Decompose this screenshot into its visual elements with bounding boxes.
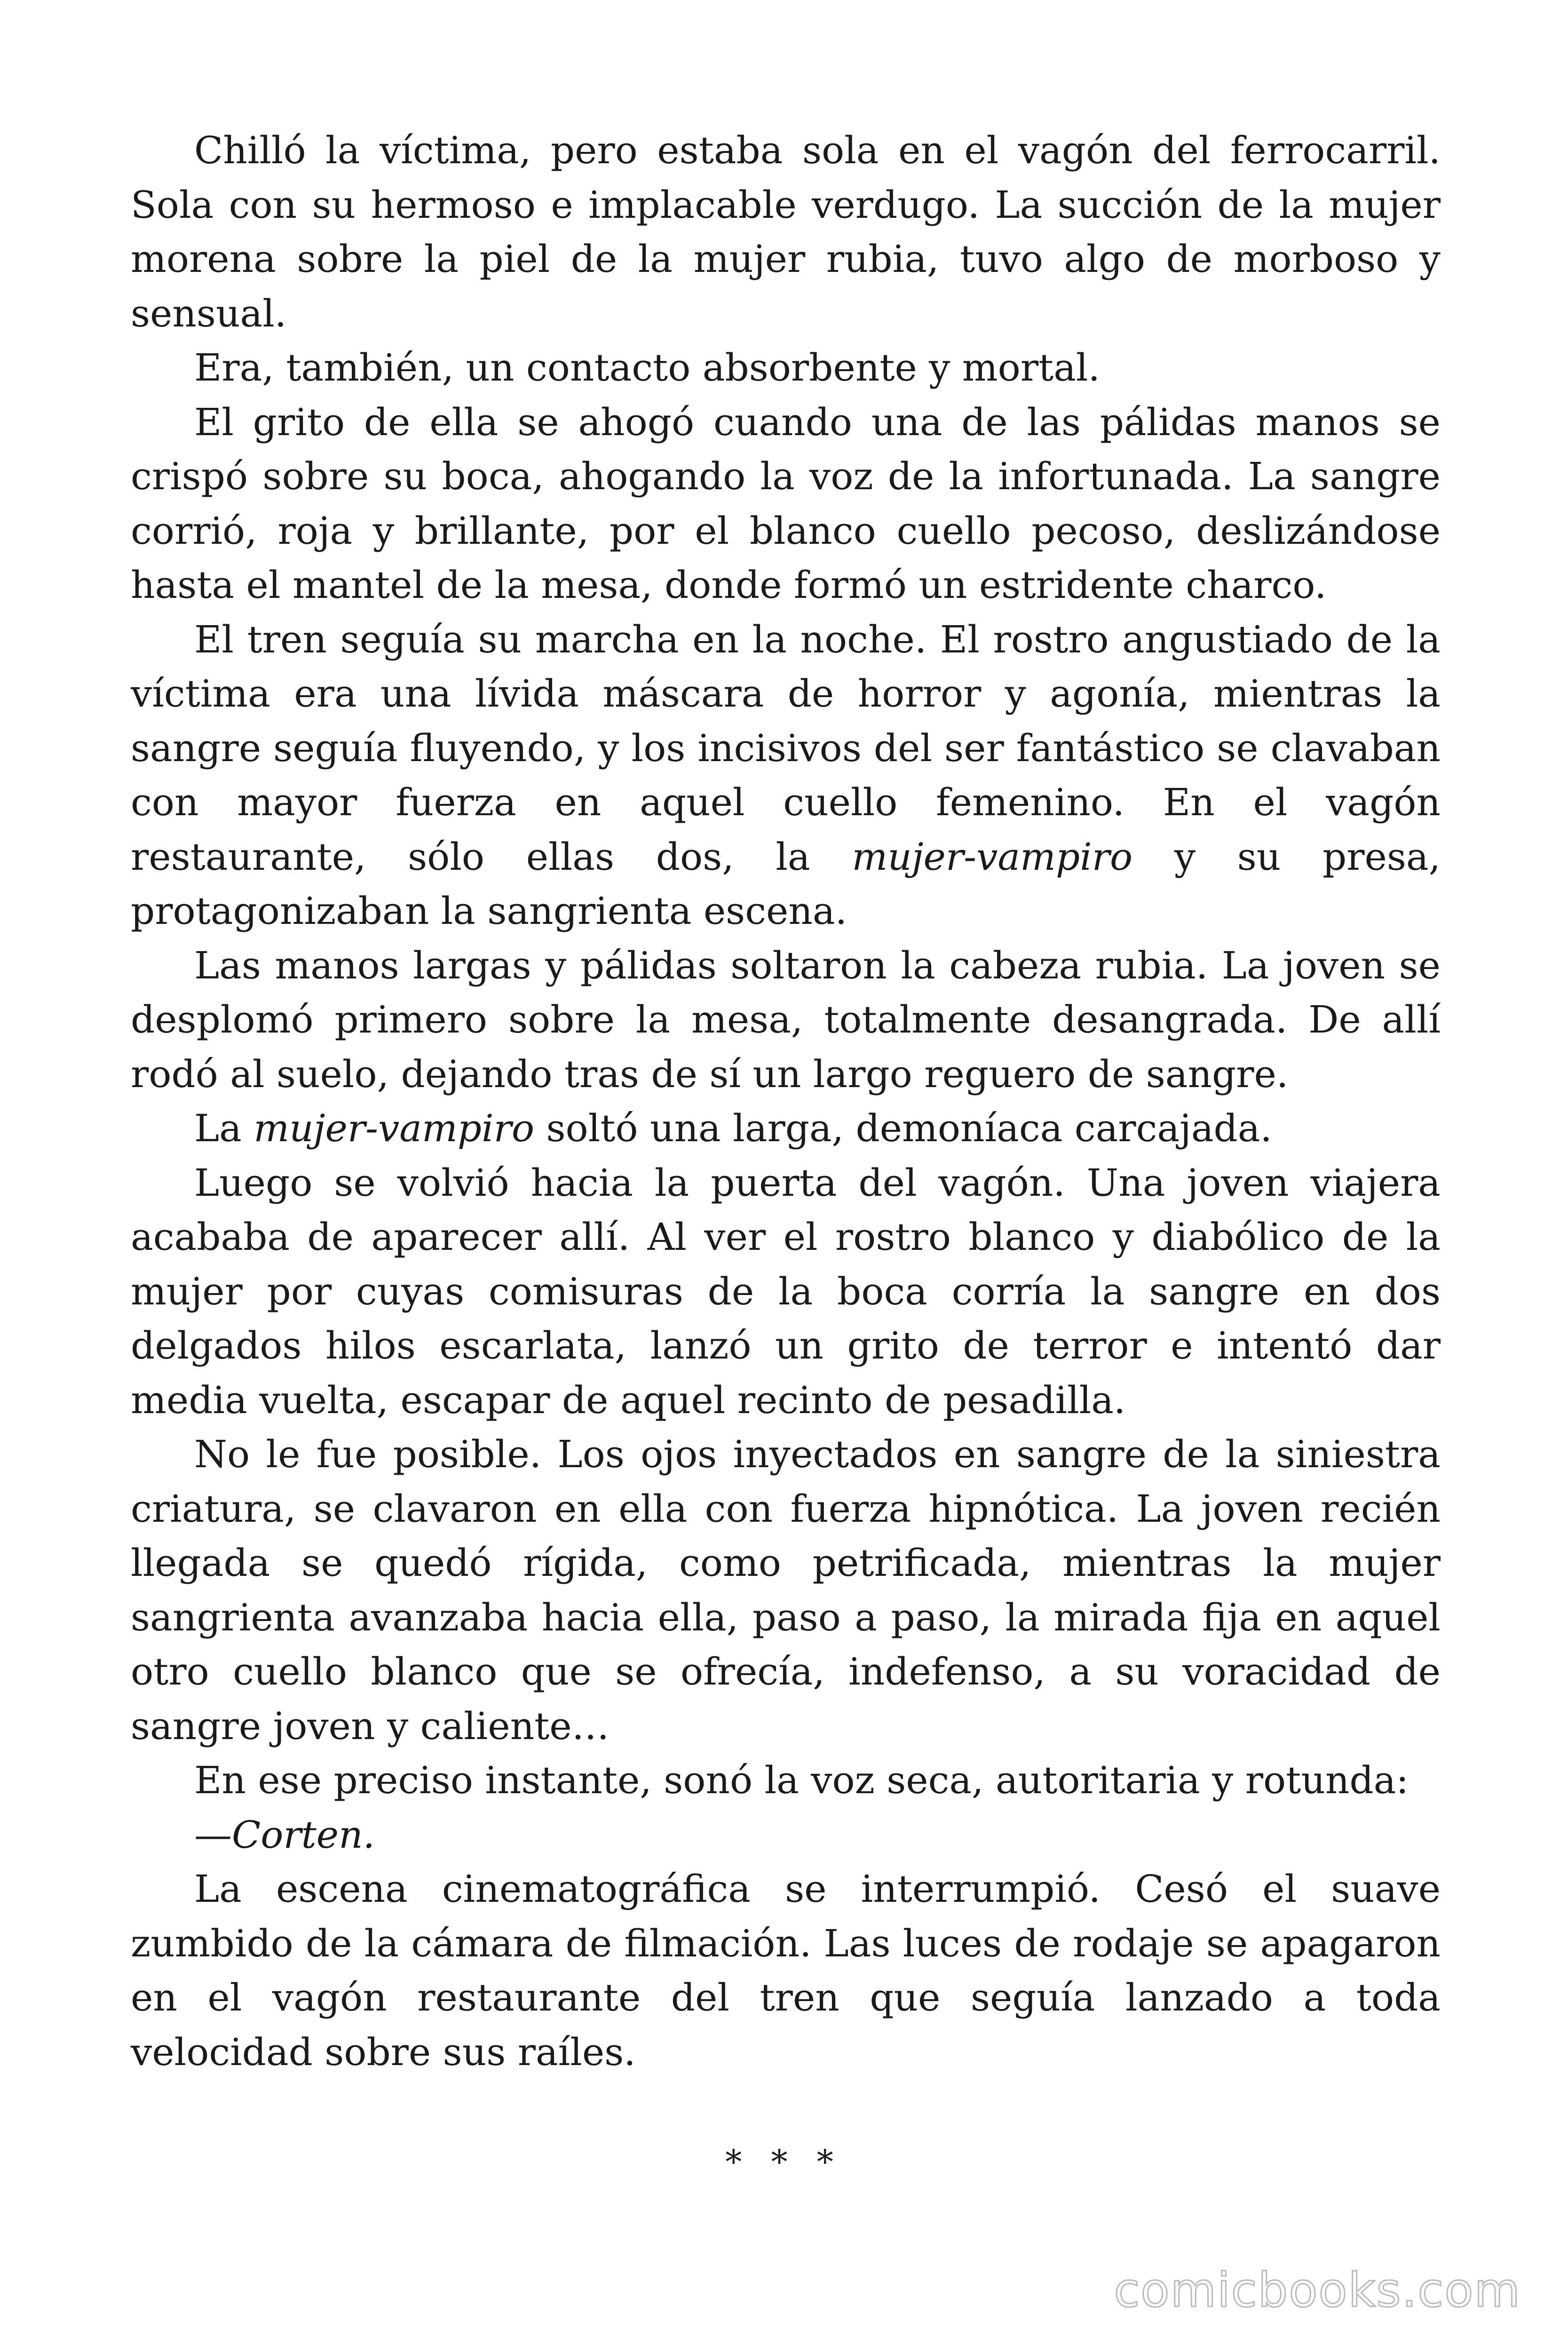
italic-text: mujer-vampiro [852, 834, 1133, 879]
paragraph [131, 612, 1441, 938]
paragraph-text: Luego se volvió hacia la puerta del vagón. Una joven viajera acababa de aparecer allí. Al ver el rostro blanco y diabólico de la mujer por cuyas comisuras de la boca corría la sangre en dos delgados hilos escarlata, lanzó un grito de terror e intentó dar media vuelta, escapar de aquel recinto de pesadilla. [131, 1160, 1441, 1422]
paragraph-text: El grito de ella se ahogó cuando una de las pálidas manos se crispó sobre su boca, ahogando la voz de la infortunada. La sangre corrió, roja y brillante, por el blanco cuello pecoso, deslizándose hasta el mantel de la mesa, donde formó un estridente charco. [131, 400, 1441, 607]
paragraph-text: Chilló la víctima, pero estaba sola en el vagón del ferrocarril. Sola con su hermoso e implacable verdugo. La succión de la mujer morena sobre la piel de la mujer rubia, tuvo algo de morboso y sensual. [131, 128, 1441, 335]
section-break: * * * [725, 2143, 843, 2181]
paragraph-text: Era, también, un contacto absorbente y mortal. [194, 346, 1100, 389]
paragraph [131, 1808, 1441, 1862]
paragraph [131, 938, 1441, 1102]
paragraph-text: soltó una larga, demoníaca carcajada. [534, 1106, 1272, 1150]
paragraph-text: En ese preciso instante, sonó la voz seca, autoritaria y rotunda: [194, 1758, 1409, 1802]
watermark-logo: comicbooks.com [1114, 2263, 1521, 2318]
paragraph [131, 1862, 1441, 2079]
paragraph-text: El tren seguía su marcha en la noche. El rostro angustiado de la víctima era una lívida máscara de horror y agonía, mientras la sangre seguía fluyendo, y los incisivos del ser fantástico se clavaban con mayor fuerza en aquel cuello femenino. En el vagón restaurante, sólo ellas dos, la [131, 617, 1441, 879]
body-text [131, 123, 1441, 2079]
paragraph [131, 395, 1441, 612]
paragraph [131, 341, 1441, 395]
paragraph [131, 1101, 1441, 1156]
paragraph-text: La escena cinematográfica se interrumpió. Cesó el suave zumbido de la cámara de filmación. Las luces de rodaje se apagaron en el vagón restaurante del tren que seguía lanzado a toda velocidad sobre sus raíles. [131, 1867, 1441, 2074]
italic-text: mujer-vampiro [253, 1106, 535, 1150]
paragraph-text: La [194, 1106, 254, 1150]
paragraph-text: y su presa, protagonizaban la sangrienta escena. [131, 834, 1441, 933]
paragraph [131, 1156, 1441, 1428]
paragraph-text: No le fue posible. Los ojos inyectados en sangre de la siniestra criatura, se clavaron en ella con fuerza hipnótica. La joven recién llegada se quedó rígida, como petrificada, mientras la mujer sangrienta avanzaba hacia ella, paso a paso, la mirada fija en aquel otro cuello blanco que se ofrecía, indefenso, a su voracidad de sangre joven y caliente… [131, 1432, 1441, 1748]
paragraph [131, 1753, 1441, 1808]
italic-text: —Corten. [194, 1812, 375, 1857]
paragraph [131, 123, 1441, 341]
paragraph [131, 1427, 1441, 1753]
paragraph-text: Las manos largas y pálidas soltaron la cabeza rubia. La joven se desplomó primero sobre la mesa, totalmente desangrada. De allí rodó al suelo, dejando tras de sí un largo reguero de sangre. [131, 943, 1441, 1096]
